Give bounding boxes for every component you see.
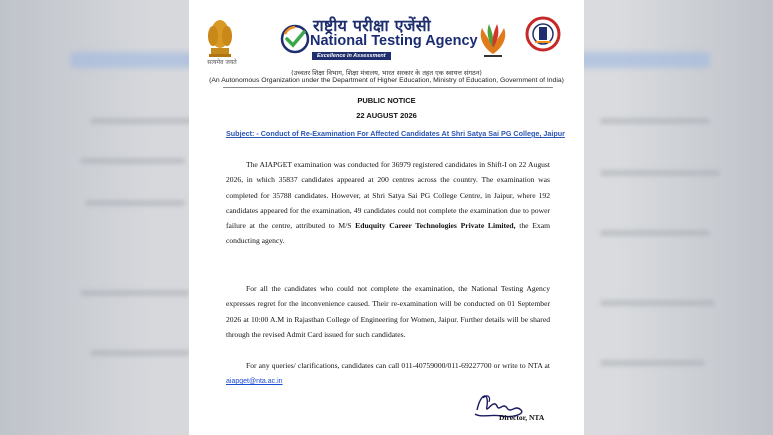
affiliation-hindi: (उच्चतर शिक्षा विभाग, शिक्षा मंत्रालय, भारत सरकार के तहत एक स्वायत्त संगठन): [291, 69, 482, 77]
contact-email-link[interactable]: aiapget@nta.ac.in: [226, 378, 283, 386]
blurred-line: [80, 290, 190, 296]
public-notice-document: [189, 0, 584, 435]
notice-paragraph-1: [226, 157, 550, 249]
agency-name-bold: Eduquity Career Technologies Private Limited,: [355, 221, 516, 231]
notice-title: PUBLIC NOTICE: [357, 96, 416, 105]
blurred-line: [600, 170, 720, 176]
blurred-line: [90, 350, 190, 356]
agency-name-hindi: राष्ट्रीय परीक्षा एजेंसी: [313, 16, 431, 35]
notice-date: 22 AUGUST 2026: [356, 111, 417, 120]
blurred-line: [600, 300, 715, 306]
blurred-line: [90, 118, 200, 124]
notice-subject: Subject: - Conduct of Re-Examination For Affected Candidates At Shri Satya Sai PG College, Jaipur: [226, 129, 565, 138]
blurred-line: [600, 230, 710, 236]
emblem-caption: सत्यमेव जयते: [207, 59, 237, 66]
blurred-line: [85, 200, 185, 206]
affiliation-english: (An Autonomous Organization under the Department of Higher Education, Ministry of Education, Government of India): [209, 77, 564, 84]
blurred-line: [600, 360, 705, 366]
blurred-line: [600, 118, 710, 124]
notice-paragraph-2: For all the candidates who could not complete the examination, the National Testing Agency expresses regret for the inconvenience caused. Their re-examination will be conducted on 01 September 2026 at 10:00 A.M in Rajasthan College of Engineering for Women, Jaipur. Further details will be shared through the revised Admit Card issued for such candidates.: [226, 284, 550, 339]
blurred-line: [80, 158, 185, 164]
national-emblem-icon: [205, 14, 235, 64]
paragraph-1-text-end: the Exam conducting agency.: [226, 221, 550, 246]
header-divider: [223, 87, 553, 88]
nta-logo-icon: [280, 24, 310, 54]
paragraph-3-text: For any queries/ clarifications, candidates can call 011-40759000/011-69227700 or write to NTA at: [246, 361, 550, 370]
notice-paragraph-3: [226, 358, 550, 390]
signatory-designation: Director, NTA: [499, 413, 545, 422]
ministry-logo-icon: [474, 18, 512, 60]
paragraph-1-text: The AIAPGET examination was conducted for 36979 registered candidates in Shift-I on 22 August 2026, in which 35837 candidates appeared at 200 centres across the country. The examination was completed for 35788 candidates. However, at Shri Satya Sai PG College Centre, in Jaipur, where 192 candidates appeared for the examination, 49 candidates could not complete the examination due to power failure at the centre, attributed to M/S: [226, 160, 550, 231]
agency-tagline: Excellence in Assessment: [312, 52, 391, 60]
agency-name-english: National Testing Agency: [310, 33, 478, 49]
department-seal-icon: [525, 16, 561, 52]
